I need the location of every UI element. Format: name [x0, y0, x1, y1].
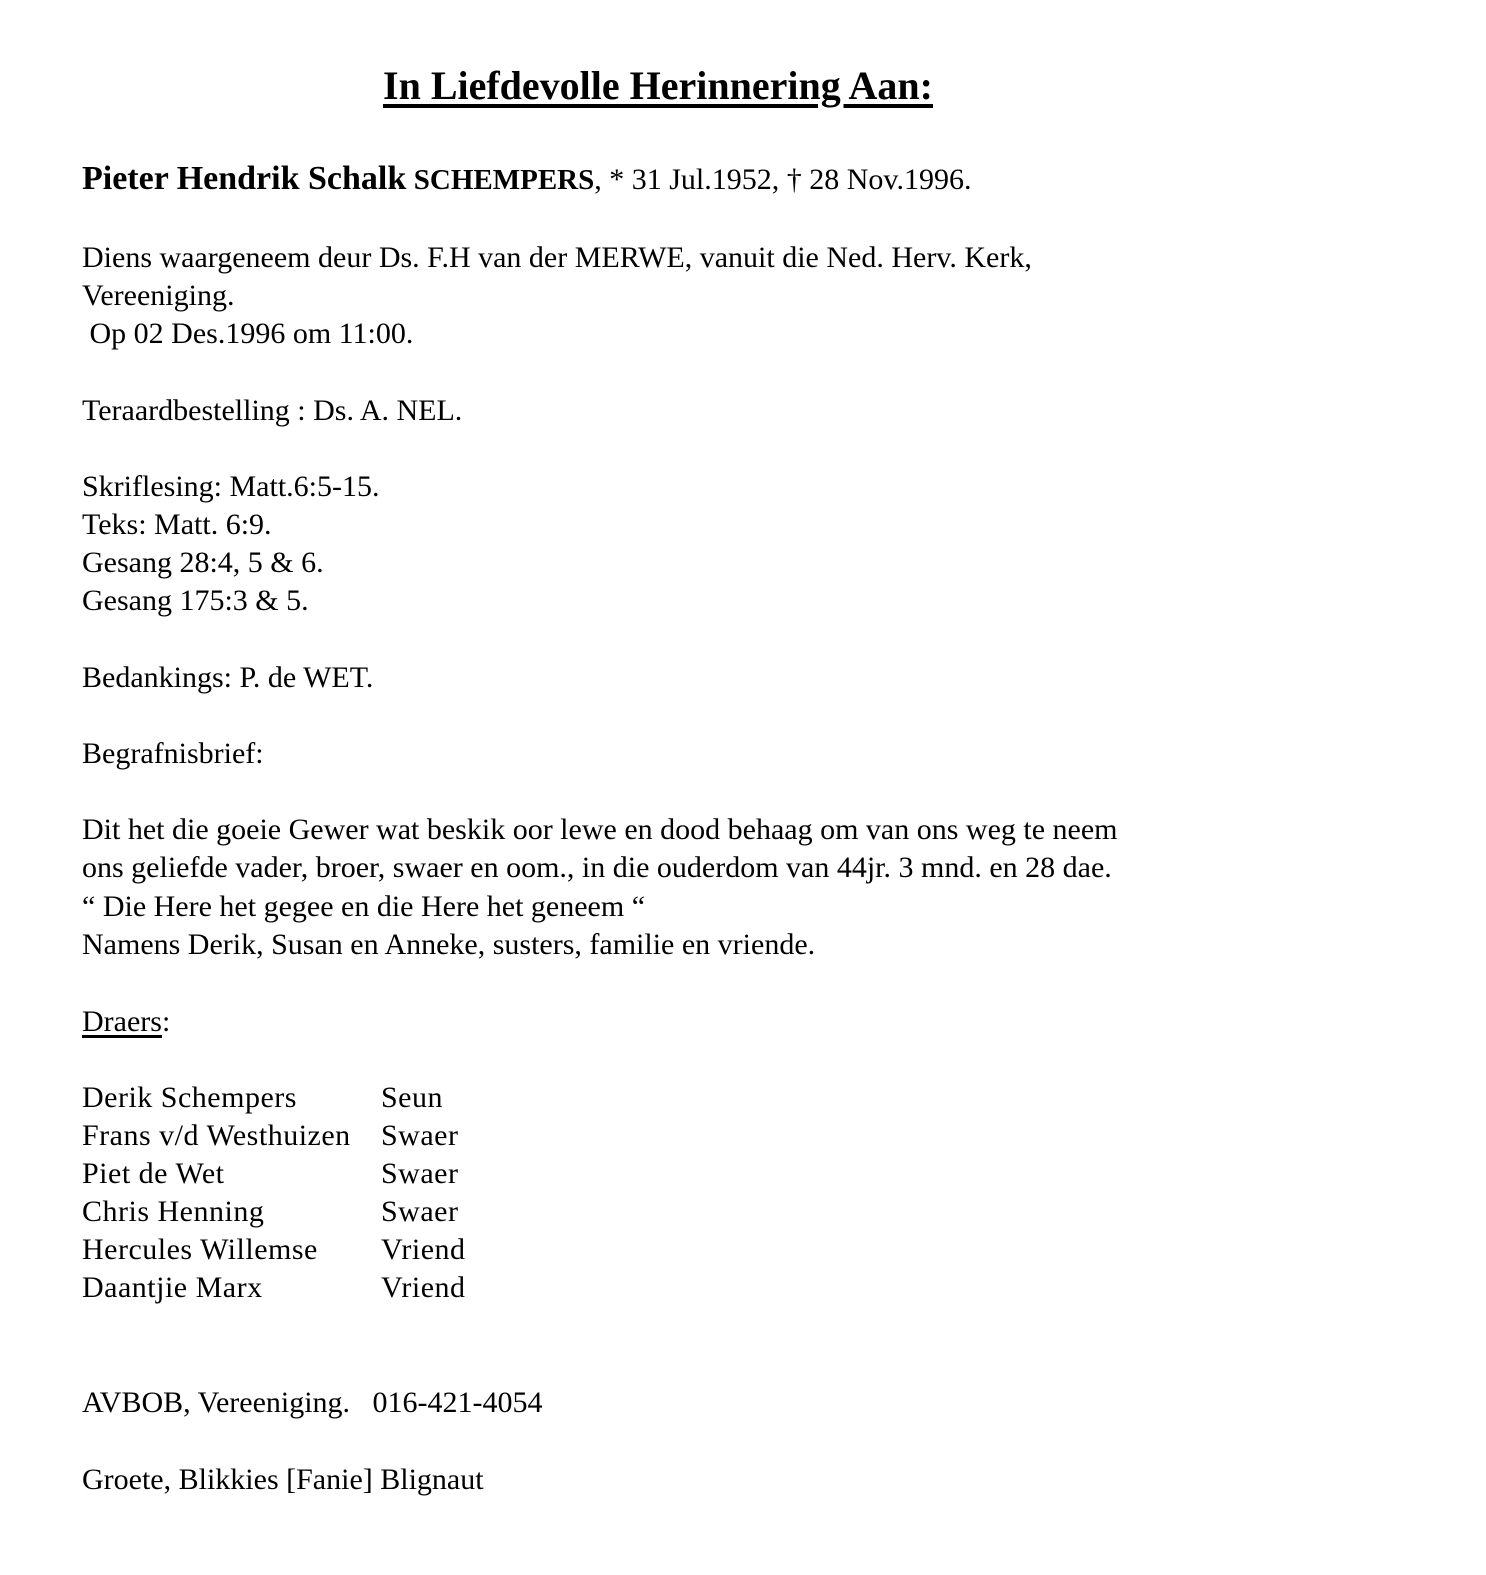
bearers-label-suffix: : [161, 1005, 171, 1038]
bearer-name: Derik Schempers [82, 1081, 297, 1114]
reading-line: Gesang 28:4, 5 & 6. [82, 546, 324, 579]
letter-line: “ Die Here het gegee en die Here het geneem “ [82, 890, 646, 923]
reading-line: Skriflesing: Matt.6:5-15. [82, 470, 380, 503]
reading-line: Gesang 175:3 & 5. [82, 584, 309, 617]
deceased-dates: , * 31 Jul.1952, † 28 Nov.1996. [594, 163, 972, 196]
letter-line: ons geliefde vader, broer, swaer en oom., in die ouderdom van 44jr. 3 mnd. en 28 dae. [82, 851, 1112, 884]
bearer-name: Hercules Willemse [82, 1233, 318, 1266]
thanks-line: Bedankings: P. de WET. [82, 661, 374, 694]
bearer-name: Piet de Wet [82, 1157, 225, 1190]
bearer-relation: Swaer [381, 1195, 459, 1228]
undertaker-contact: AVBOB, Vereeniging. 016-421-4054 [82, 1386, 543, 1419]
service-line-3: Op 02 Des.1996 om 11:00. [82, 317, 414, 350]
service-line-1: Diens waargeneem deur Ds. F.H van der MERWE, vanuit die Ned. Herv. Kerk, [82, 241, 1032, 274]
bearer-relation: Seun [381, 1081, 443, 1114]
bearers-heading [82, 1003, 170, 1041]
letter-line: Namens Derik, Susan en Anneke, susters, familie en vriende. [82, 928, 816, 961]
deceased-surname: SCHEMPERS [413, 164, 595, 196]
letter-line: Dit het die goeie Gewer wat beskik oor lewe en dood behaag om van ons weg te neem [82, 813, 1118, 846]
burial-officiant: Teraardbestelling : Ds. A. NEL. [82, 394, 463, 427]
reading-line: Teks: Matt. 6:9. [82, 508, 272, 541]
bearer-relation: Vriend [381, 1233, 466, 1266]
bearer-name: Chris Henning [82, 1195, 265, 1228]
deceased-given-names: Pieter Hendrik Schalk [82, 160, 407, 197]
bearer-relation: Swaer [381, 1157, 459, 1190]
bearers-label: Draers [82, 1005, 162, 1038]
bearer-relation: Vriend [381, 1271, 466, 1304]
deceased-name-line [82, 160, 971, 199]
service-line-2: Vereeniging. [82, 279, 235, 312]
letter-label: Begrafnisbrief: [82, 737, 264, 770]
bearer-name: Daantjie Marx [82, 1271, 263, 1304]
closing-signoff: Groete, Blikkies [Fanie] Blignaut [82, 1463, 484, 1496]
document-title: In Liefdevolle Herinnering Aan: [383, 63, 933, 108]
bearer-relation: Swaer [381, 1119, 459, 1152]
bearer-name: Frans v/d Westhuizen [82, 1119, 351, 1152]
